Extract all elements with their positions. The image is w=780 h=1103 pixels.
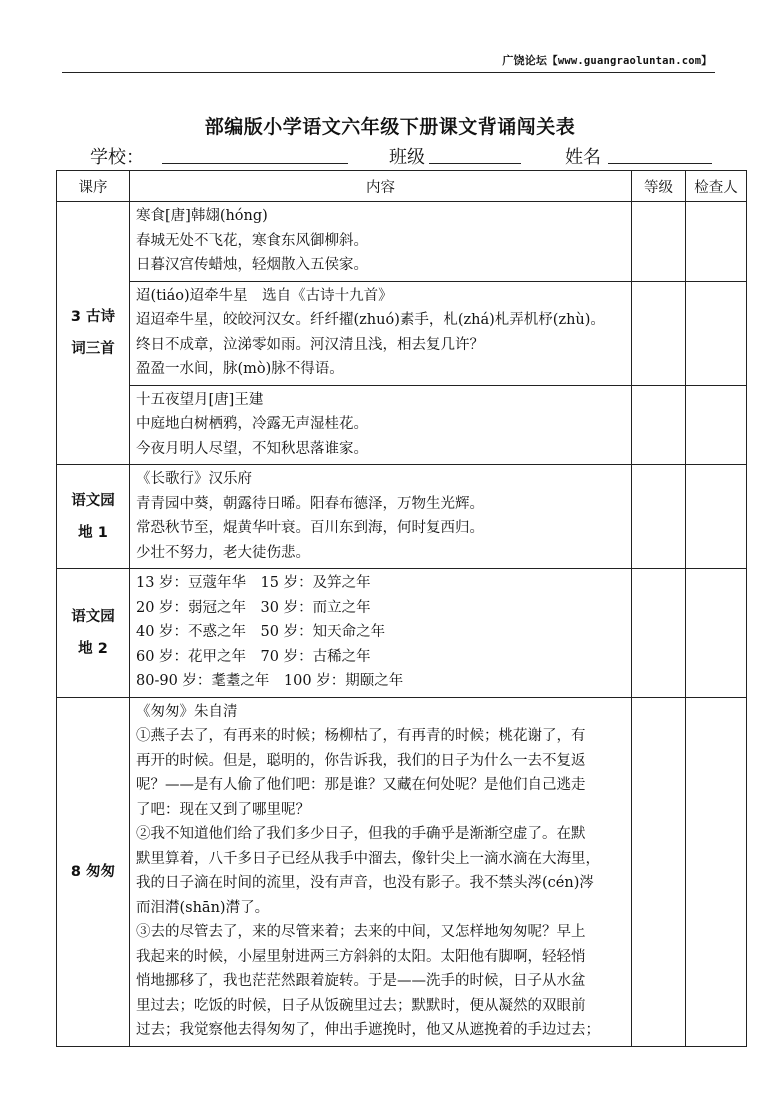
lesson-cell	[57, 465, 130, 569]
header-grade: 等级	[632, 171, 686, 202]
checker-cell[interactable]	[686, 281, 747, 385]
content-line: 十五夜望月[唐]王建	[136, 391, 264, 408]
table-row	[57, 569, 747, 698]
content-line: 悄地挪移了，我也茫茫然跟着旋转。于是——洗手的时候，日子从水盆	[136, 973, 586, 989]
header-divider	[62, 72, 715, 73]
recitation-table	[56, 170, 747, 1047]
lesson-cell	[57, 569, 130, 698]
content-line: 80-90 岁：耄耋之年 100 岁：期颐之年	[136, 673, 404, 689]
content-line: 我起来的时候，小屋里射进两三方斜斜的太阳。太阳他有脚啊，轻轻悄	[136, 948, 586, 965]
school-label: 学校：	[90, 147, 144, 168]
lesson-cell	[57, 697, 130, 1046]
table-body	[57, 202, 747, 1047]
content-line: 少壮不努力，老大徒伤悲。	[136, 544, 310, 561]
lesson-label: 地 1	[78, 524, 108, 541]
lesson-label: 词三首	[71, 341, 115, 357]
content-line: 呢？——是有人偷了他们吧：那是谁？又藏在何处呢？是他们自己逃走	[136, 777, 586, 793]
content-line: 60 岁：花甲之年 70 岁：古稀之年	[136, 648, 371, 665]
lesson-label: 语文园	[71, 492, 115, 509]
content-line: 终日不成章，泣涕零如雨。河汉清且浅，相去复几许？	[136, 336, 484, 353]
school-blank-line[interactable]	[162, 163, 348, 164]
checker-cell[interactable]	[686, 465, 747, 569]
grade-cell[interactable]	[632, 465, 686, 569]
checker-cell[interactable]	[686, 202, 747, 282]
site-name: 广饶论坛	[502, 54, 548, 67]
content-line: 13 岁：豆蔻年华 15 岁：及笄之年	[136, 575, 371, 591]
lesson-label: 3 古诗	[70, 309, 116, 325]
content-line: 40 岁：不惑之年 50 岁：知天命之年	[136, 624, 386, 640]
checker-cell[interactable]	[686, 569, 747, 698]
header-content: 内容	[130, 171, 632, 202]
info-form-row	[90, 141, 730, 169]
content-line: 我的日子滴在时间的流里，没有声音，也没有影子。我不禁头涔(cén)涔	[136, 875, 594, 891]
lesson-label: 地 2	[78, 640, 108, 657]
header-lesson: 课序	[57, 171, 130, 202]
content-line: 过去；我觉察他去得匆匆了，伸出手遮挽时，他又从遮挽着的手边过去；	[136, 1022, 600, 1038]
header-checker: 检查人	[686, 171, 747, 202]
checker-cell[interactable]	[686, 385, 747, 465]
table-row	[57, 385, 747, 465]
table-header-row	[57, 171, 747, 202]
content-line: 中庭地白树栖鸦，冷露无声湿桂花。	[136, 416, 368, 432]
lesson-label: 语文园	[71, 608, 115, 625]
content-line: 了吧：现在又到了哪里呢？	[136, 801, 310, 818]
content-line: 再开的时候。但是，聪明的，你告诉我，我们的日子为什么一去不复返	[136, 752, 586, 769]
grade-cell[interactable]	[632, 281, 686, 385]
class-label: 班级	[389, 147, 425, 168]
name-blank-line[interactable]	[608, 163, 712, 164]
content-cell	[130, 697, 632, 1046]
grade-cell[interactable]	[632, 385, 686, 465]
table-row	[57, 465, 747, 569]
content-cell	[130, 281, 632, 385]
table-row	[57, 202, 747, 282]
content-line: 春城无处不飞花，寒食东风御柳斜。	[136, 232, 368, 249]
content-cell	[130, 202, 632, 282]
content-line: 常恐秋节至，焜黄华叶衰。百川东到海，何时复西归。	[136, 520, 484, 536]
content-line: 寒食[唐]韩翃(hóng)	[136, 208, 268, 224]
grade-cell[interactable]	[632, 202, 686, 282]
content-line: 青青园中葵，朝露待日晞。阳春布德泽，万物生光辉。	[136, 495, 484, 512]
content-line: ①燕子去了，有再来的时候；杨柳枯了，有再青的时候；桃花谢了，有	[136, 728, 586, 744]
table-row	[57, 281, 747, 385]
grade-cell[interactable]	[632, 569, 686, 698]
content-line: 盈盈一水间，脉(mò)脉不得语。	[136, 361, 344, 377]
content-line: ②我不知道他们给了我们多少日子，但我的手确乎是渐渐空虚了。在默	[136, 826, 586, 842]
content-line: 20 岁：弱冠之年 30 岁：而立之年	[136, 599, 371, 616]
content-cell	[130, 569, 632, 698]
lesson-label: 8 匆匆	[70, 863, 116, 880]
page-title: 部编版小学语文六年级下册课文背诵闯关表	[204, 116, 576, 138]
content-line: 默里算着，八千多日子已经从我手中溜去，像针尖上一滴水滴在大海里，	[136, 850, 600, 867]
content-line: 《匆匆》朱自清	[136, 703, 238, 720]
content-cell	[130, 385, 632, 465]
grade-cell[interactable]	[632, 697, 686, 1046]
content-cell	[130, 465, 632, 569]
content-line: 今夜月明人尽望，不知秋思落谁家。	[136, 440, 368, 457]
name-label: 姓名	[565, 147, 601, 168]
content-line: 里过去；吃饭的时候，日子从饭碗里过去；默默时，便从凝然的双眼前	[136, 997, 586, 1014]
site-url: 【www.guangraoluntan.com】	[547, 55, 712, 67]
content-line: 迢(tiáo)迢牵牛星 选自《古诗十九首》	[136, 287, 393, 304]
content-line: 《长歌行》汉乐府	[136, 471, 252, 487]
content-line: ③去的尽管去了，来的尽管来着；去来的中间，又怎样地匆匆呢？早上	[136, 924, 586, 940]
content-line: 迢迢牵牛星，皎皎河汉女。纤纤擢(zhuó)素手，札(zhá)札弄机杼(zhù)。	[136, 312, 605, 328]
table-row	[57, 697, 747, 1046]
content-line: 日暮汉宫传蜡烛，轻烟散入五侯家。	[136, 257, 368, 273]
checker-cell[interactable]	[686, 697, 747, 1046]
content-line: 而泪潸(shān)潸了。	[136, 899, 270, 916]
class-blank-line[interactable]	[429, 163, 521, 164]
site-header	[502, 52, 712, 68]
lesson-cell	[57, 202, 130, 465]
